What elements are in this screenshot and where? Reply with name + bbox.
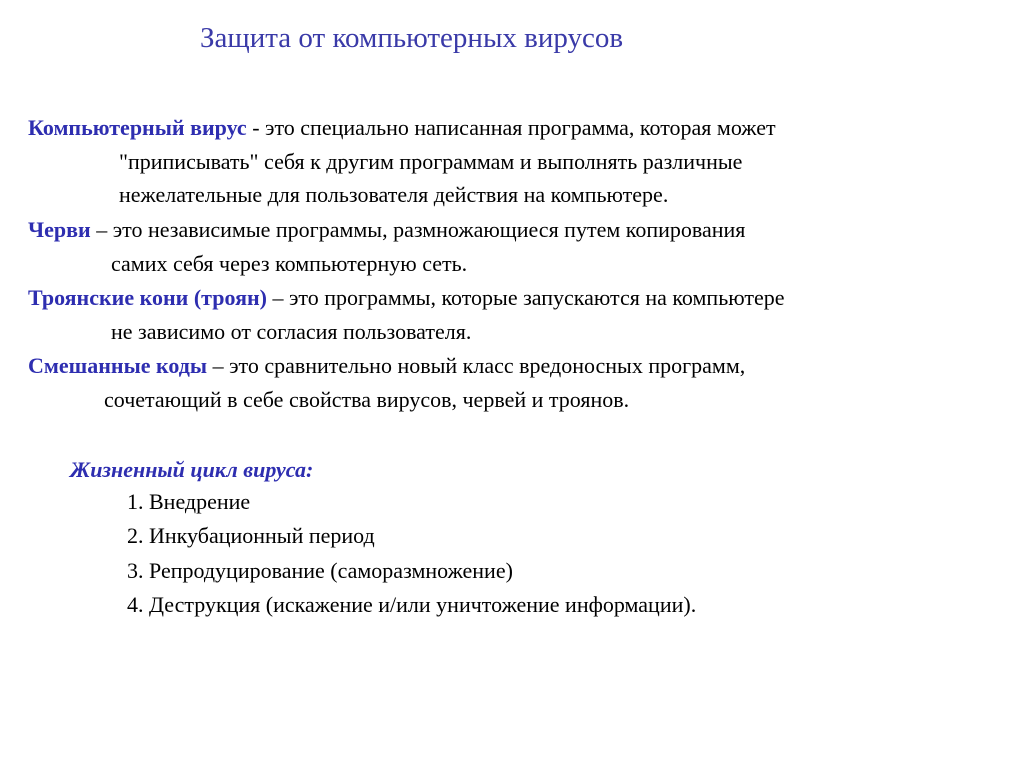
lifecycle-step: 3. Репродуцирование (саморазмножение): [127, 558, 513, 583]
lifecycle-step: 2. Инкубационный период: [127, 523, 375, 548]
term-mixed-codes: Смешанные коды: [28, 353, 208, 378]
definition-worms-line-1: [28, 219, 745, 241]
definition-trojans-line-1: [28, 287, 785, 309]
lifecycle-title: Жизненный цикл вируса:: [70, 457, 314, 482]
lifecycle-step: 4. Деструкция (искажение и/или уничтожение информации).: [127, 592, 697, 617]
definition-virus-line-3: нежелательные для пользователя действия на компьютере.: [119, 182, 669, 207]
definition-virus-line-2: "приписывать" себя к другим программам и выполнять различные: [119, 149, 743, 174]
definition-virus-line-1: [28, 117, 776, 139]
lifecycle-step: 1. Внедрение: [127, 489, 251, 514]
definition-mixed-text-1: – это сравнительно новый класс вредоносных программ,: [207, 353, 746, 378]
term-worms: Черви: [28, 217, 91, 242]
definition-trojans-text-1: – это программы, которые запускаются на компьютере: [266, 285, 785, 310]
definition-mixed-line-1: [28, 355, 745, 377]
term-trojans: Троянские кони (троян): [28, 285, 267, 310]
definition-worms-line-2: самих себя через компьютерную сеть.: [111, 251, 468, 276]
definition-trojans-line-2: не зависимо от согласия пользователя.: [111, 319, 472, 344]
definition-mixed-line-2: сочетающий в себе свойства вирусов, червей и троянов.: [104, 387, 630, 412]
definition-virus-text-1: - это специально написанная программа, которая может: [246, 115, 776, 140]
term-computer-virus: Компьютерный вирус: [28, 115, 247, 140]
definition-worms-text-1: – это независимые программы, размножающиеся путем копирования: [90, 217, 746, 242]
slide-title: Защита от компьютерных вирусов: [200, 22, 624, 54]
